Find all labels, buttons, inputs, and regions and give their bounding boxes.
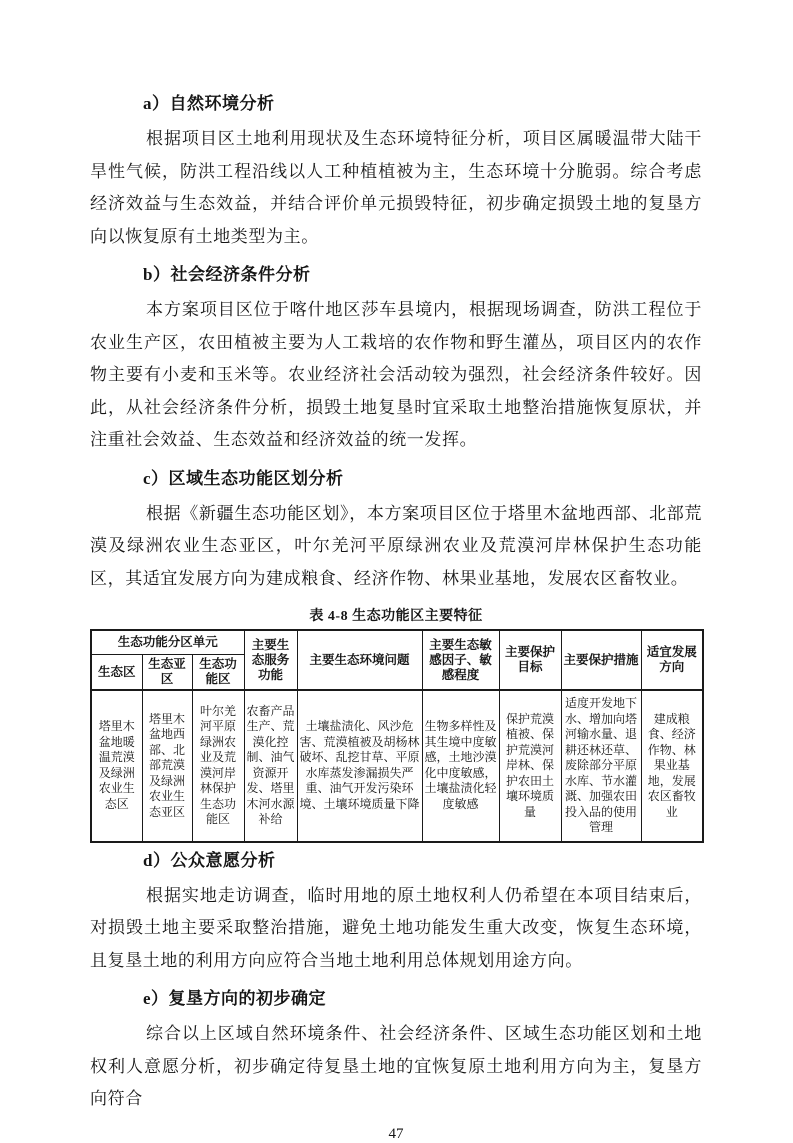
header-suitable-development: 适宜发展方向 [641, 630, 703, 690]
header-eco-service-function: 主要生态服务功能 [244, 630, 297, 690]
section-heading-eco-function-zoning: c）区域生态功能区划分析 [143, 468, 344, 488]
section-heading-natural-environment: a）自然环境分析 [143, 94, 275, 113]
cell-eco-region: 塔里木盆地暖温荒漠及绿洲农业生态区 [91, 690, 142, 842]
section-body-natural-environment: 根据项目区土地利用现状及生态环境特征分析，项目区属暖温带大陆干旱性气候，防洪工程沿线以人工种植植被为主，生态环境十分脆弱。综合考虑经济效益与生态效益，并结合评价单元损毁特征，初步确定损毁土地的复垦方向以恢复原有土地类型为主。 [90, 129, 702, 246]
header-unit-group: 生态功能分区单元 [91, 630, 244, 655]
header-eco-region: 生态区 [91, 655, 142, 691]
section-body-reclamation-direction: 综合以上区域自然环境条件、社会经济条件、区域生态功能区划和土地权利人意愿分析，初步确定待复垦土地的宜恢复原土地利用方向为主，复垦方向符合 [90, 1024, 702, 1108]
cell-eco-service-function: 农畜产品生产、荒漠化控制、油气资源开发、塔里木河水源补给 [244, 690, 297, 842]
header-eco-function-zone: 生态功能区 [192, 655, 244, 691]
section-heading-reclamation-direction: e）复垦方向的初步确定 [143, 989, 327, 1008]
table-caption: 表 4-8 生态功能区主要特征 [309, 609, 483, 624]
section-body-eco-function-zoning: 根据《新疆生态功能区划》，本方案项目区位于塔里木盆地西部、北部荒漠及绿洲农业生态亚区，叶尔羌河平原绿洲农业及荒漠河岸林保护生态功能区，其适宜发展方向为建成粮食、经济作物、林果业基地，发展农区畜牧业。 [90, 503, 702, 588]
header-eco-environment-problems: 主要生态环境问题 [297, 630, 422, 690]
cell-eco-function-zone: 叶尔羌河平原绿洲农业及荒漠河岸林保护生态功能区 [192, 690, 244, 842]
cell-sensitivity-factors: 生物多样性及其生境中度敏感，土地沙漠化中度敏感，土壤盐渍化轻度敏感 [422, 690, 499, 842]
section-body-public-opinion: 根据实地走访调查，临时用地的原土地权利人仍希望在本项目结束后，对损毁土地主要采取整治措施，避免土地功能发生重大改变，恢复生态环境，且复垦土地的利用方向应符合当地土地利用总体规划用途方向。 [90, 885, 702, 970]
table-row [91, 690, 703, 842]
cell-eco-subregion: 塔里木盆地西部、北部荒漠及绿洲农业生态亚区 [142, 690, 192, 842]
cell-protection-measures: 适度开发地下水、增加向塔河输水量、退耕还林还草、废除部分平原水库、节水灌溉、加强农田投入品的使用管理 [561, 690, 641, 842]
header-protection-measures: 主要保护措施 [561, 630, 641, 690]
section-heading-public-opinion: d）公众意愿分析 [143, 850, 276, 870]
header-eco-subregion: 生态亚区 [142, 655, 192, 691]
cell-protection-targets: 保护荒漠植被、保护荒漠河岸林、保护农田土壤环境质量 [499, 690, 561, 842]
header-protection-targets: 主要保护目标 [499, 630, 561, 690]
page-number: 47 [388, 1125, 404, 1142]
section-body-socioeconomic: 本方案项目区位于喀什地区莎车县境内，根据现场调查，防洪工程位于农业生产区，农田植被主要为人工栽培的农作物和野生灌丛，项目区内的农作物主要有小麦和玉米等。农业经济社会活动较为强烈，社会经济条件较好。因此，从社会经济条件分析，损毁土地复垦时宜采取土地整治措施恢复原状，并注重社会效益、生态效益和经济效益的统一发挥。 [90, 300, 702, 449]
eco-function-table [90, 629, 704, 843]
section-heading-socioeconomic: b）社会经济条件分析 [143, 265, 311, 284]
cell-suitable-development: 建成粮食、经济作物、林果业基地，发展农区畜牧业 [641, 690, 703, 842]
header-sensitivity-factors: 主要生态敏感因子、敏感程度 [422, 630, 499, 690]
cell-eco-environment-problems: 土壤盐渍化、风沙危害、荒漠植被及胡杨林破坏、乱挖甘草、平原水库蒸发渗漏损失严重、油气开发污染环境、土壤环境质量下降 [297, 690, 422, 842]
